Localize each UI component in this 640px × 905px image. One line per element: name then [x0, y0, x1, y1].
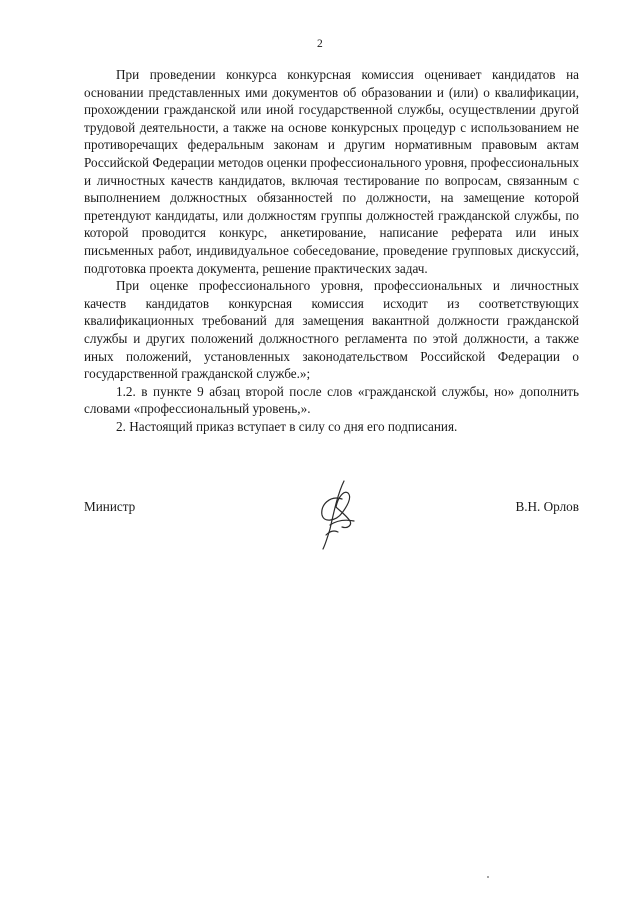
- paragraph-competition-evaluation: При проведении конкурса конкурсная комиссия оценивает кандидатов на основании представленных ими документов об образовании и (или) о квалификации, прохождении гражданской или иной государственной службы, осуществлении другой трудовой деятельности, а также на основе конкурсных процедур с использованием не противоречащих федеральным законам и другим нормативным правовым актам Российской Федерации методов оценки профессионального уровня, профессиональных и личностных качеств кандидатов, включая тестирование по вопросам, связанным с выполнением должностных обязанностей по должности, на замещение которой претендуют кандидаты, или должностям группы должностей гражданской службы, по которой проводится конкурс, анкетирование, написание реферата или иных письменных работ, индивидуальное собеседование, проведение групповых дискуссий, подготовка проекта документа, решение практических задач.: [84, 67, 579, 276]
- scan-speck: [487, 876, 489, 878]
- paragraph-effective-date: 2. Настоящий приказ вступает в силу со дня его подписания.: [116, 418, 458, 434]
- page-number: 2: [317, 38, 323, 50]
- document-body: [84, 66, 579, 435]
- signatory-title: Министр: [84, 499, 136, 514]
- handwritten-signature: [314, 477, 360, 551]
- signatory-name: В.Н. Орлов: [515, 499, 579, 514]
- paragraph-amendment-1-2: 1.2. в пункте 9 абзац второй после слов «гражданской службы, но» дополнить словами «профессиональный уровень,».: [84, 383, 579, 417]
- paragraph-evaluation-criteria: При оценке профессионального уровня, профессиональных и личностных качеств кандидатов конкурсная комиссия исходит из соответствующих квалификационных требований для замещения вакантной должности гражданской службы и других положений должностного регламента по этой должности, а также иных положений, установленных законодательством Российской Федерации о государственной гражданской службе.»;: [84, 278, 579, 382]
